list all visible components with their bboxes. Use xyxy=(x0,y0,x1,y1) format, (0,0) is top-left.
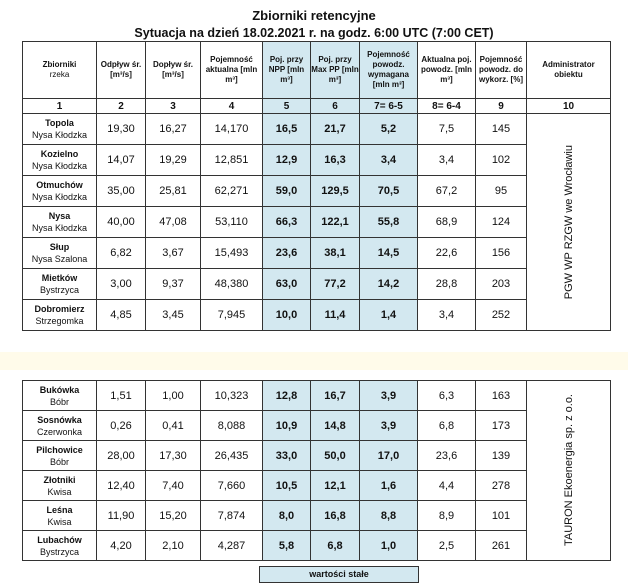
cell-capacity: 26,435 xyxy=(201,441,263,471)
reservoir-table-2 xyxy=(22,380,611,561)
cell-npp: 23,6 xyxy=(263,238,311,269)
reservoir-name-cell xyxy=(23,207,97,238)
cell-capacity: 12,851 xyxy=(201,145,263,176)
reservoir-name-cell xyxy=(23,441,97,471)
cell-percent: 139 xyxy=(476,441,527,471)
river-name: Bystrzyca xyxy=(39,546,79,557)
cell-capacity: 4,287 xyxy=(201,531,263,561)
cell-required: 55,8 xyxy=(360,207,418,238)
river-name: Czerwonka xyxy=(36,426,83,437)
cell-maxpp: 16,7 xyxy=(311,381,360,411)
cell-maxpp: 11,4 xyxy=(311,300,360,331)
cell-inflow: 3,45 xyxy=(146,300,201,331)
cell-percent: 203 xyxy=(476,269,527,300)
reservoir-name-cell xyxy=(23,381,97,411)
document-subtitle: Sytuacja na dzień 18.02.2021 r. na godz. 6:00 UTC (7:00 CET) xyxy=(134,26,494,40)
table-row xyxy=(23,176,611,207)
reservoir-name-cell xyxy=(23,269,97,300)
cell-capacity: 62,271 xyxy=(201,176,263,207)
cell-required: 5,2 xyxy=(360,114,418,145)
table-row xyxy=(23,531,611,561)
cell-percent: 261 xyxy=(476,531,527,561)
cell-maxpp: 21,7 xyxy=(311,114,360,145)
cell-actual: 28,8 xyxy=(418,269,476,300)
header-inflow: Dopływ śr. [m³/s] xyxy=(146,42,201,99)
reservoir-name: Lubachów xyxy=(37,534,82,545)
cell-capacity: 7,660 xyxy=(201,471,263,501)
cell-actual: 67,2 xyxy=(418,176,476,207)
cell-capacity: 53,110 xyxy=(201,207,263,238)
administrator-name: TAURON Ekoenergia sp. z o.o. xyxy=(562,394,575,547)
cell-npp: 63,0 xyxy=(263,269,311,300)
cell-capacity: 7,874 xyxy=(201,501,263,531)
reservoir-name: Kozielno xyxy=(40,149,79,159)
reservoir-name-cell xyxy=(23,531,97,561)
cell-required: 70,5 xyxy=(360,176,418,207)
cell-required: 8,8 xyxy=(360,501,418,531)
cell-percent: 252 xyxy=(476,300,527,331)
cell-outflow: 11,90 xyxy=(97,501,146,531)
cell-percent: 124 xyxy=(476,207,527,238)
administrator-cell xyxy=(527,114,611,331)
table-row xyxy=(23,411,611,441)
cell-percent: 102 xyxy=(476,145,527,176)
document-title: Zbiorniki retencyjne xyxy=(252,8,376,23)
cell-npp: 10,9 xyxy=(263,411,311,441)
cell-required: 3,9 xyxy=(360,411,418,441)
reservoir-table-1 xyxy=(22,41,611,331)
reservoir-name-cell xyxy=(23,238,97,269)
cell-maxpp: 6,8 xyxy=(311,531,360,561)
cell-required: 17,0 xyxy=(360,441,418,471)
header-outflow: Odpływ śr. [m³/s] xyxy=(97,42,146,99)
column-number-row: 1 2 3 4 5 6 7= 6-5 8= 6-4 9 10 xyxy=(23,99,611,114)
reservoir-name: Pilchowice xyxy=(36,444,83,455)
cell-actual: 2,5 xyxy=(418,531,476,561)
cell-capacity: 8,088 xyxy=(201,411,263,441)
cell-outflow: 3,00 xyxy=(97,269,146,300)
cell-outflow: 19,30 xyxy=(97,114,146,145)
cell-percent: 163 xyxy=(476,381,527,411)
cell-capacity: 15,493 xyxy=(201,238,263,269)
river-name: Nysa Kłodzka xyxy=(31,192,88,202)
cell-outflow: 12,40 xyxy=(97,471,146,501)
fixed-values-label: wartości stałe xyxy=(259,566,419,583)
cell-percent: 173 xyxy=(476,411,527,441)
cell-npp: 16,5 xyxy=(263,114,311,145)
cell-maxpp: 16,8 xyxy=(311,501,360,531)
cell-required: 1,6 xyxy=(360,471,418,501)
cell-inflow: 2,10 xyxy=(146,531,201,561)
table-row xyxy=(23,441,611,471)
cell-npp: 8,0 xyxy=(263,501,311,531)
cell-npp: 10,5 xyxy=(263,471,311,501)
cell-inflow: 17,30 xyxy=(146,441,201,471)
cell-required: 1,4 xyxy=(360,300,418,331)
table-row xyxy=(23,269,611,300)
cell-maxpp: 12,1 xyxy=(311,471,360,501)
river-name: Nysa Kłodzka xyxy=(31,161,88,171)
table-row xyxy=(23,381,611,411)
table-row xyxy=(23,300,611,331)
reservoir-name: Topola xyxy=(45,118,74,128)
cell-outflow: 14,07 xyxy=(97,145,146,176)
cell-inflow: 16,27 xyxy=(146,114,201,145)
cell-actual: 6,8 xyxy=(418,411,476,441)
cell-inflow: 3,67 xyxy=(146,238,201,269)
reservoir-name: Nysa xyxy=(48,211,71,221)
cell-npp: 5,8 xyxy=(263,531,311,561)
cell-actual: 3,4 xyxy=(418,145,476,176)
cell-outflow: 0,26 xyxy=(97,411,146,441)
reservoir-name: Otmuchów xyxy=(36,180,83,190)
cell-outflow: 28,00 xyxy=(97,441,146,471)
reservoir-name: Dobromierz xyxy=(34,304,85,314)
cell-outflow: 6,82 xyxy=(97,238,146,269)
table-row xyxy=(23,501,611,531)
header-npp: Poj. przy NPP [mln m³] xyxy=(263,42,311,99)
cell-inflow: 0,41 xyxy=(146,411,201,441)
cell-required: 1,0 xyxy=(360,531,418,561)
cell-required: 3,9 xyxy=(360,381,418,411)
cell-percent: 156 xyxy=(476,238,527,269)
cell-npp: 12,9 xyxy=(263,145,311,176)
header-maxpp: Poj. przy Max PP [mln m³] xyxy=(311,42,360,99)
cell-outflow: 40,00 xyxy=(97,207,146,238)
cell-actual: 3,4 xyxy=(418,300,476,331)
cell-outflow: 35,00 xyxy=(97,176,146,207)
administrator-name: PGW WP RZGW we Wrocławiu xyxy=(562,144,575,300)
cell-maxpp: 77,2 xyxy=(311,269,360,300)
table-row xyxy=(23,207,611,238)
cell-percent: 278 xyxy=(476,471,527,501)
reservoir-name-cell xyxy=(23,176,97,207)
river-name: Nysa Szalona xyxy=(31,254,88,264)
river-name: Nysa Kłodzka xyxy=(31,130,88,140)
river-name: Bóbr xyxy=(49,396,69,407)
cell-outflow: 4,20 xyxy=(97,531,146,561)
cell-outflow: 1,51 xyxy=(97,381,146,411)
cell-inflow: 47,08 xyxy=(146,207,201,238)
cell-npp: 59,0 xyxy=(263,176,311,207)
reservoir-name: Sosnówka xyxy=(37,414,82,425)
table-row xyxy=(23,114,611,145)
cell-capacity: 10,323 xyxy=(201,381,263,411)
table-row xyxy=(23,238,611,269)
cell-maxpp: 38,1 xyxy=(311,238,360,269)
reservoir-name-cell xyxy=(23,471,97,501)
cell-percent: 101 xyxy=(476,501,527,531)
cell-actual: 8,9 xyxy=(418,501,476,531)
river-name: Bóbr xyxy=(49,456,69,467)
river-name: Strzegomka xyxy=(35,316,84,326)
cell-inflow: 9,37 xyxy=(146,269,201,300)
cell-percent: 95 xyxy=(476,176,527,207)
reservoir-name: Leśna xyxy=(46,504,73,515)
cell-inflow: 1,00 xyxy=(146,381,201,411)
cell-maxpp: 122,1 xyxy=(311,207,360,238)
reservoir-name-cell xyxy=(23,145,97,176)
reservoir-name-cell xyxy=(23,114,97,145)
header-admin: Administrator obiektu xyxy=(527,42,611,99)
cell-actual: 4,4 xyxy=(418,471,476,501)
cell-actual: 68,9 xyxy=(418,207,476,238)
cell-required: 14,2 xyxy=(360,269,418,300)
cell-inflow: 25,81 xyxy=(146,176,201,207)
cell-inflow: 15,20 xyxy=(146,501,201,531)
cell-required: 14,5 xyxy=(360,238,418,269)
cell-actual: 7,5 xyxy=(418,114,476,145)
administrator-cell xyxy=(527,381,611,561)
cell-capacity: 48,380 xyxy=(201,269,263,300)
cell-percent: 145 xyxy=(476,114,527,145)
cell-maxpp: 14,8 xyxy=(311,411,360,441)
header-percent: Pojemność powodz. do wykorz. [%] xyxy=(476,42,527,99)
reservoir-name: Słup xyxy=(49,242,70,252)
cell-actual: 22,6 xyxy=(418,238,476,269)
cell-capacity: 14,170 xyxy=(201,114,263,145)
reservoir-name-cell xyxy=(23,411,97,441)
river-name: Kwisa xyxy=(47,516,72,527)
cell-maxpp: 129,5 xyxy=(311,176,360,207)
river-name: Kwisa xyxy=(47,486,72,497)
cell-actual: 23,6 xyxy=(418,441,476,471)
cell-outflow: 4,85 xyxy=(97,300,146,331)
cell-required: 3,4 xyxy=(360,145,418,176)
cell-npp: 33,0 xyxy=(263,441,311,471)
table-row xyxy=(23,471,611,501)
reservoir-name-cell xyxy=(23,300,97,331)
cell-maxpp: 50,0 xyxy=(311,441,360,471)
cell-npp: 10,0 xyxy=(263,300,311,331)
reservoir-name-cell xyxy=(23,501,97,531)
table-row xyxy=(23,145,611,176)
page-break-band xyxy=(0,352,628,370)
cell-npp: 12,8 xyxy=(263,381,311,411)
header-required: Pojemność powodz. wymagana [mln m³] xyxy=(360,42,418,99)
river-name: Nysa Kłodzka xyxy=(31,223,88,233)
cell-maxpp: 16,3 xyxy=(311,145,360,176)
reservoir-name: Złotniki xyxy=(43,474,76,485)
cell-actual: 6,3 xyxy=(418,381,476,411)
cell-inflow: 19,29 xyxy=(146,145,201,176)
river-name: Bystrzyca xyxy=(39,285,79,295)
header-capacity: Pojemność aktualna [mln m³] xyxy=(201,42,263,99)
header-reservoir: Zbiorniki rzeka xyxy=(23,42,97,99)
reservoir-name: Bukówka xyxy=(39,384,80,395)
cell-capacity: 7,945 xyxy=(201,300,263,331)
cell-npp: 66,3 xyxy=(263,207,311,238)
reservoir-name: Mietków xyxy=(41,273,78,283)
cell-inflow: 7,40 xyxy=(146,471,201,501)
header-actual: Aktualna poj. powodz. [mln m³] xyxy=(418,42,476,99)
